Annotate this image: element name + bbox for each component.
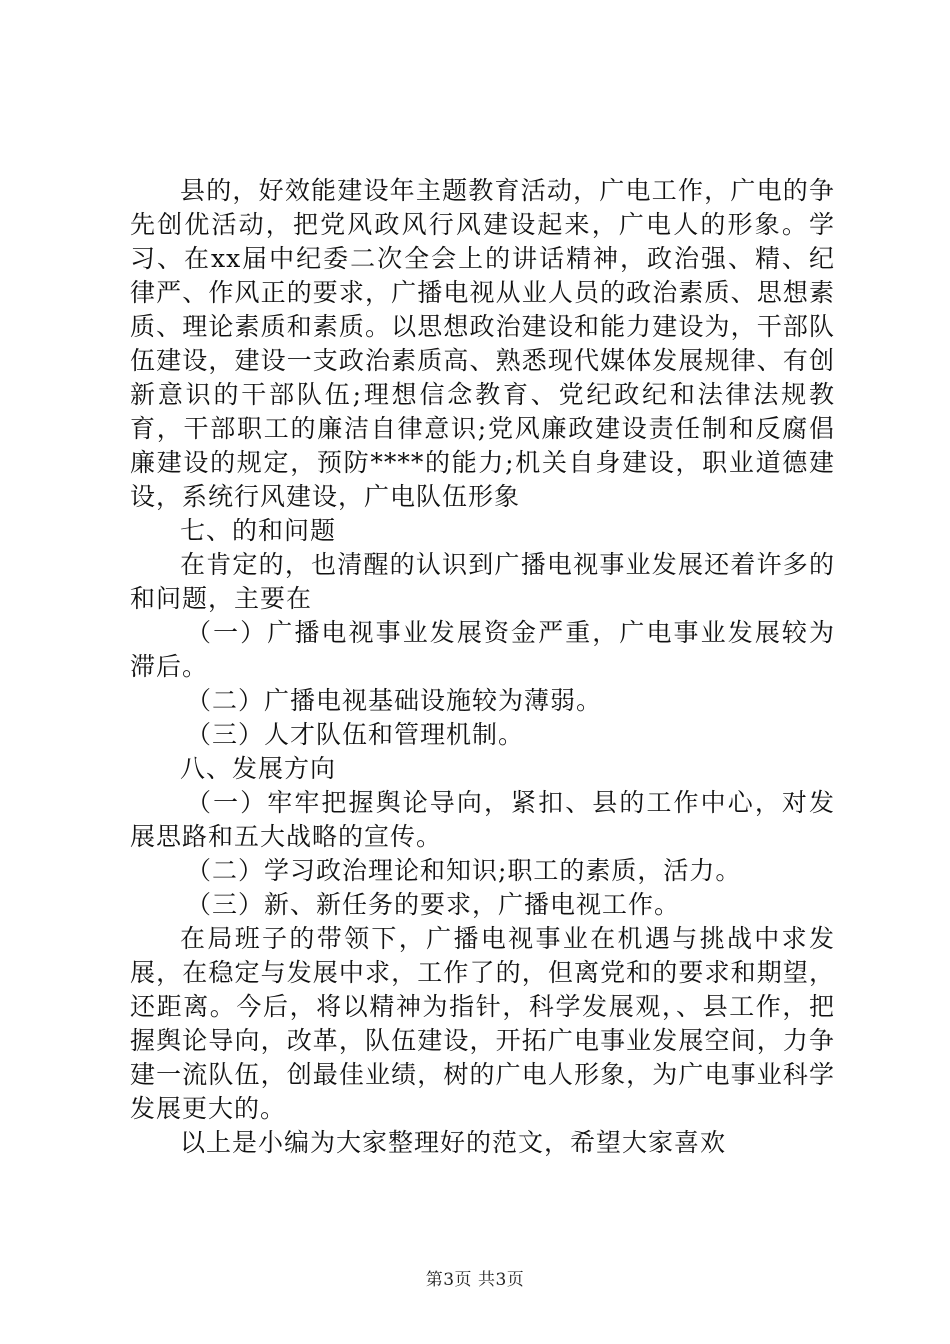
problem-item-2: （二）广播电视基础设施较为薄弱。 (186, 686, 603, 715)
page-number-footer: 第3页 共3页 (425, 1270, 525, 1290)
section-heading-eight: 八、发展方向 (180, 754, 337, 783)
problem-item-1: （一）广播电视事业发展资金严重，广电事业发展较为滞后。 (130, 618, 835, 681)
section-heading-seven: 七、的和问题 (180, 516, 337, 545)
direction-item-3: （三）新、新任务的要求，广播电视工作。 (186, 890, 681, 919)
paragraph-problems: 在肯定的，也清醒的认识到广播电视事业发展还着许多的和问题，主要在 (130, 550, 835, 613)
paragraph-closing: 以上是小编为大家整理好的范文，希望大家喜欢 (180, 1128, 727, 1157)
paragraph-conclusion: 在局班子的带领下，广播电视事业在机遇与挑战中求发展，在稳定与发展中求，工作了的，但离党和的要求和期望，还距离。今后，将以精神为指针，科学发展观，、县工作，把握舆论导向，改革，队伍建设，开拓广电事业发展空间，力争建一流队伍，创最佳业绩，树的广电人形象，为广电事业科学发展更大的。 (130, 924, 835, 1123)
document-body (130, 174, 835, 1160)
problem-item-3: （三）人才队伍和管理机制。 (186, 720, 525, 749)
direction-item-1: （一）牢牢把握舆论导向，紧扣、县的工作中心，对发展思路和五大战略的宣传。 (130, 788, 835, 851)
direction-item-2: （二）学习政治理论和知识;职工的素质，活力。 (186, 856, 742, 885)
paragraph-intro: 县的，好效能建设年主题教育活动，广电工作，广电的争先创优活动，把党风政风行风建设起来，广电人的形象。学习、在xx届中纪委二次全会上的讲话精神，政治强、精、纪律严、作风正的要求，广播电视从业人员的政治素质、思想素质、理论素质和素质。以思想政治建设和能力建设为，干部队伍建设，建设一支政治素质高、熟悉现代媒体发展规律、有创新意识的干部队伍;理想信念教育、党纪政纪和法律法规教育，干部职工的廉洁自律意识;党风廉政建设责任制和反腐倡廉建设的规定，预防****的能力;机关自身建设，职业道德建设，系统行风建设，广电队伍形象 (130, 176, 835, 511)
